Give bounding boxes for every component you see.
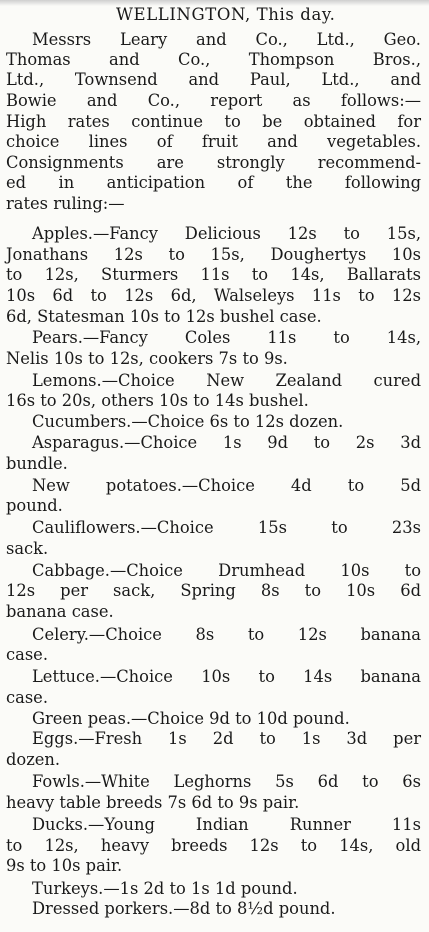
article-line: 12s per sack, Spring 8s to 10s 6d [6, 581, 421, 600]
article-line: Eggs.—Fresh 1s 2d to 1s 3d per [32, 729, 421, 748]
article-line: New potatoes.—Choice 4d to 5d [32, 476, 421, 495]
article-line: case. [6, 645, 48, 664]
article-line: Green peas.—Choice 9d to 10d pound. [32, 709, 350, 728]
article-line: Cucumbers.—Choice 6s to 12s dozen. [32, 412, 344, 431]
article-line: Pears.—Fancy Coles 11s to 14s, [32, 328, 421, 347]
dateline: WELLINGTON, This day. [116, 5, 336, 24]
article-line: to 12s, Sturmers 11s to 14s, Ballarats [6, 265, 421, 284]
article-line: Turkeys.—1s 2d to 1s 1d pound. [32, 879, 298, 898]
article-line: Lettuce.—Choice 10s to 14s banana [32, 667, 421, 686]
article-line: Nelis 10s to 12s, cookers 7s to 9s. [6, 349, 288, 368]
article-line: bundle. [6, 454, 68, 473]
article-line: heavy table breeds 7s 6d to 9s pair. [6, 793, 300, 812]
article-line: ed in anticipation of the following [6, 173, 421, 192]
article-line: Apples.—Fancy Delicious 12s to 15s, [32, 224, 421, 243]
article-line: Messrs Leary and Co., Ltd., Geo. [32, 30, 421, 49]
article-line: 6d, Statesman 10s to 12s bushel case. [6, 307, 322, 326]
article-line: Cauliflowers.—Choice 15s to 23s [32, 518, 421, 537]
article-line: Lemons.—Choice New Zealand cured [32, 371, 421, 390]
article-line: Celery.—Choice 8s to 12s banana [32, 625, 421, 644]
article-line: Ducks.—Young Indian Runner 11s [32, 815, 421, 834]
article-line: banana case. [6, 602, 114, 621]
article-line: Ltd., Townsend and Paul, Ltd., and [6, 70, 421, 89]
article-line: High rates continue to be obtained for [6, 112, 421, 131]
article-line: sack. [6, 539, 49, 558]
article-line: Cabbage.—Choice Drumhead 10s to [32, 561, 421, 580]
article-line: Consignments are strongly recommend- [6, 153, 421, 172]
article-line: Fowls.—White Leghorns 5s 6d to 6s [32, 772, 421, 791]
article-line: dozen. [6, 750, 61, 769]
article-line: Bowie and Co., report as follows:— [6, 91, 421, 110]
article-line: pound. [6, 496, 63, 515]
article-line: Dressed porkers.—8d to 8½d pound. [32, 899, 336, 918]
article-line: 10s 6d to 12s 6d, Walseleys 11s to 12s [6, 286, 421, 305]
article-line: 16s to 20s, others 10s to 14s bushel. [6, 391, 309, 410]
article-line: 9s to 10s pair. [6, 856, 123, 875]
article-line: Thomas and Co., Thompson Bros., [6, 50, 421, 69]
article-line: case. [6, 688, 48, 707]
article-line: Jonathans 12s to 15s, Doughertys 10s [6, 245, 421, 264]
article-line: Asparagus.—Choice 1s 9d to 2s 3d [32, 433, 421, 452]
article-line: to 12s, heavy breeds 12s to 14s, old [6, 836, 421, 855]
article-line: choice lines of fruit and vegetables. [6, 132, 421, 151]
article-line: rates ruling:— [6, 194, 125, 213]
